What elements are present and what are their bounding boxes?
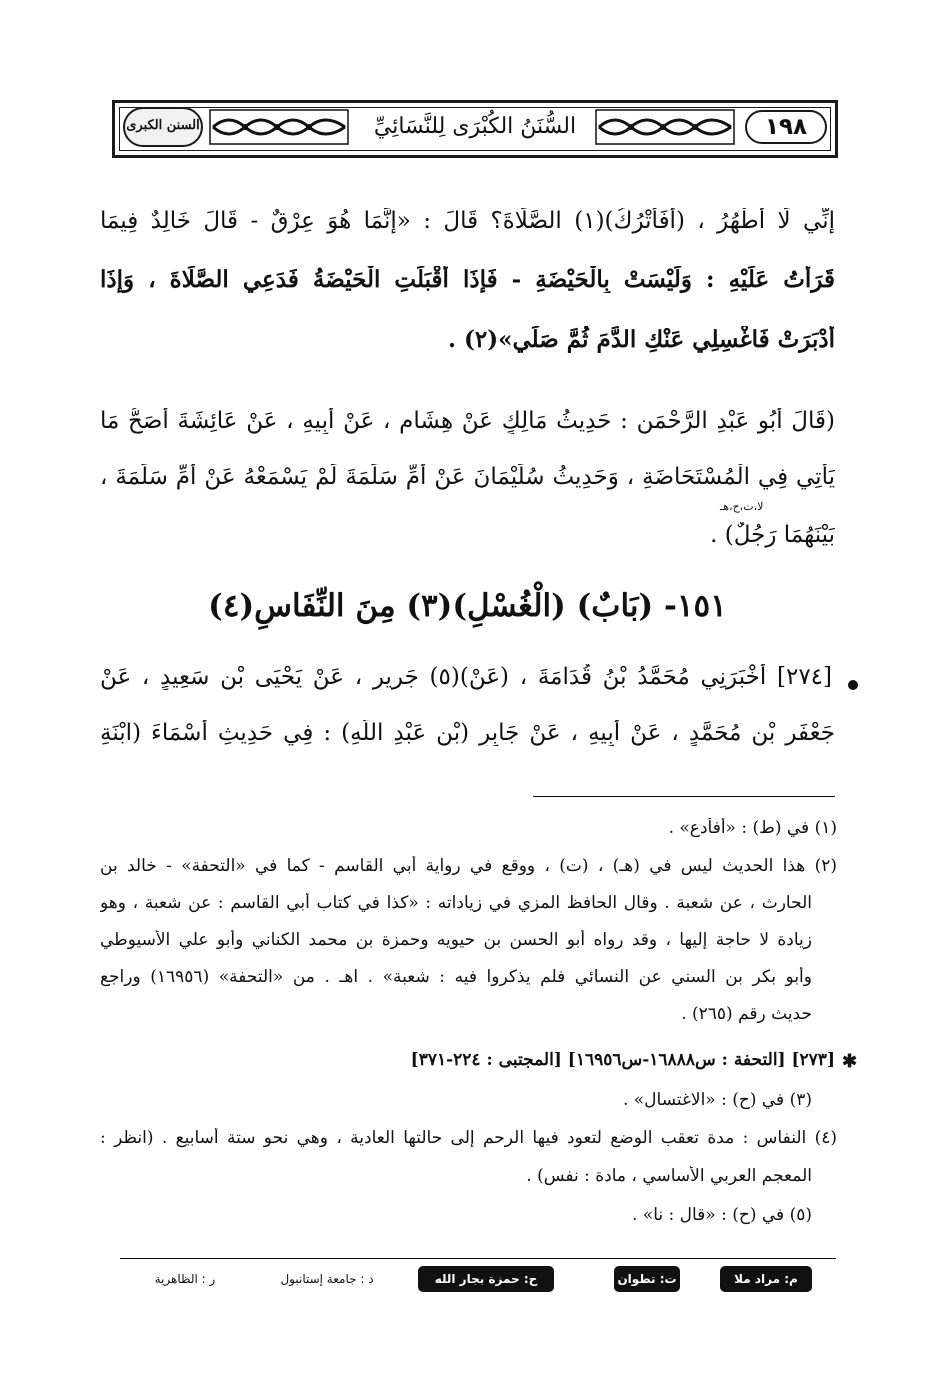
body-line-6: بَيْنَهُمَا رَجُلٌ) . — [710, 522, 835, 548]
footnote-2-line-5: حديث رقم (٢٦٥) . — [681, 1004, 812, 1024]
ornament-left — [209, 109, 349, 145]
body-line-4: (قَالَ أَبُو عَبْدِ الرَّحْمَنِ : حَدِيثُ مَالِكٍ عَنْ هِشَامٍ ، عَنْ أَبِيهِ ، عَنْ عَائِشَةَ أَصَحُّ مَا — [100, 408, 835, 434]
footnote-3: (٣) في (ح) : «الاغتسال» . — [622, 1090, 812, 1110]
credit-h: ح: حمزة بجار الله — [418, 1266, 554, 1292]
footnote-2-line-3: زيادة لا حاجة إليها ، وقد رواه أبو الحسن بن حيويه وحمزة بن محمد الكناني وأبو علي الأسيوطي — [100, 930, 812, 950]
credits-separator — [120, 1258, 836, 1259]
footnote-separator — [533, 796, 835, 797]
bullet-icon — [848, 680, 858, 690]
body-line-5: يَأْتِي فِي الْمُسْتَحَاضَةِ ، وَحَدِيثُ سُلَيْمَانَ عَنْ أُمِّ سَلَمَةَ لَمْ يَسْمَعْهُ عَنْ أُمِّ سَلَمَةَ ، — [100, 464, 835, 490]
book-title: السُّنَنُ الكُبْرَى لِلنَّسَائِيِّ — [373, 114, 577, 139]
credit-t: ت: تطوان — [614, 1266, 680, 1292]
credit-r: ر : الظاهرية — [154, 1272, 216, 1286]
star-reference: [٢٧٣] [التحفة : س١٦٨٨٨-س١٦٩٥٦] [المجتبى : ٢٢٤-٣٧١] — [410, 1050, 835, 1070]
footnote-1: (١) في (ط) : «أفأدع» . — [668, 818, 837, 838]
chapter-heading: ١٥١- (بَابٌ) (الْغُسْلِ)(٣) مِنَ النِّفَاسِ(٤) — [208, 588, 727, 624]
footnote-5: (٥) في (ح) : «قال : نا» . — [631, 1205, 812, 1225]
page-header — [112, 100, 838, 158]
hadith-line-1: [٢٧٤] أَخْبَرَنِي مُحَمَّدُ بْنُ قُدَامَةَ ، (عَنْ)(٥) جَرِيرٍ ، عَنْ يَحْيَى بْنِ سَعِيدٍ ، عَنْ — [100, 664, 832, 690]
asterisk-icon: ✱ — [842, 1051, 858, 1072]
body-line-2: قَرَأْتُ عَلَيْهِ : وَلَيْسَتْ بِالْحَيْضَةِ - فَإِذَا أَقْبَلَتِ الْحَيْضَةُ فَدَعِي الصَّلَاةَ ، وَإِذَا — [100, 266, 835, 293]
credit-d: د : جامعة إستانبول — [280, 1272, 374, 1286]
page-number: ١٩٨ — [745, 110, 827, 144]
footnote-4-line-1: (٤) النفاس : مدة تعقب الوضع لتعود فيها الرحم إلى حالتها العادية ، وهي نحو ستة أسابيع . (انظر : — [100, 1128, 837, 1148]
interlinear-note: لا،ت،ح،هـ — [720, 500, 764, 513]
body-line-1: إِنِّي لَا أَطْهُرُ ، (أَفَأَتْرُكُ)(١) الصَّلَاةَ؟ قَالَ : «إِنَّمَا هُوَ عِرْقٌ - قَالَ خَالِدٌ فِيمَا — [100, 208, 835, 234]
footnote-2-line-2: الحارث ، عن شعبة . وقال الحافظ المزي في زياداته : «كذا في كتاب أبي القاسم : عن شعبة ، وهو — [100, 893, 812, 913]
footnote-4-line-2: المعجم العربي الأساسي ، مادة : نفس) . — [526, 1166, 812, 1186]
footnote-2-line-4: وأبو بكر بن السني عن النسائي فلم يذكروا فيه : شعبة» . اهـ . من «التحفة» (١٦٩٥٦) وراجع — [100, 967, 812, 987]
book-logo: السنن الكبرى — [123, 107, 203, 147]
hadith-line-2: جَعْفَرِ بْنِ مُحَمَّدٍ ، عَنْ أَبِيهِ ، عَنْ جَابِرٍ (بْنِ عَبْدِ اللَّهِ) : فِي حَدِيثِ أَسْمَاءَ (ابْنَةِ — [100, 720, 835, 746]
ornament-right — [595, 109, 735, 145]
body-line-3: أَدْبَرَتْ فَاغْسِلِي عَنْكِ الدَّمَ ثُمَّ صَلِّي»(٢) . — [447, 326, 835, 353]
credit-m: م: مراد ملا — [720, 1266, 812, 1292]
footnote-2-line-1: (٢) هذا الحديث ليس في (هـ) ، (ت) ، ووقع في رواية أبي القاسم - كما في «التحفة» - خالد بن — [100, 856, 837, 876]
